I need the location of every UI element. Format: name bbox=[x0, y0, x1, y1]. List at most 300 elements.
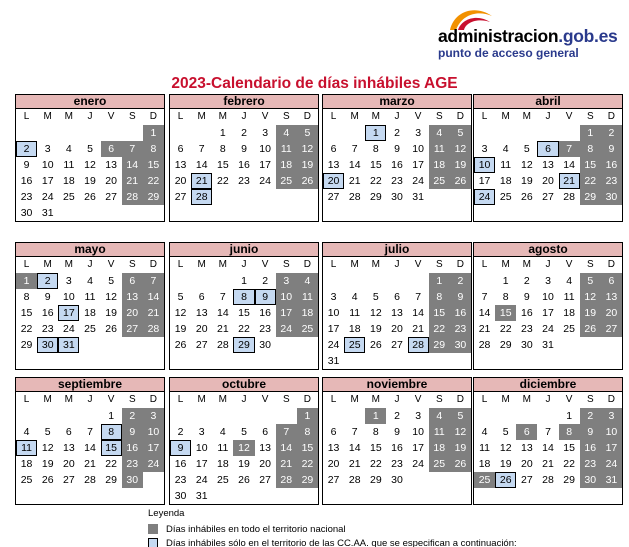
day-cell: 16 bbox=[174, 458, 187, 470]
empty-day bbox=[344, 408, 365, 424]
empty-day bbox=[474, 205, 495, 221]
week-row bbox=[323, 488, 471, 504]
day-cell: 4 bbox=[502, 143, 509, 155]
week-row bbox=[16, 289, 164, 305]
day-cell: 2 bbox=[601, 125, 622, 141]
empty-day bbox=[386, 205, 407, 221]
day-cell: 17 bbox=[195, 458, 208, 470]
days-grid bbox=[473, 125, 623, 222]
regional-swatch-icon bbox=[148, 538, 158, 547]
week-row bbox=[170, 305, 318, 321]
empty-day bbox=[344, 353, 365, 369]
day-cell: 8 bbox=[372, 426, 379, 438]
weekday-header-row bbox=[169, 392, 319, 408]
week-row bbox=[474, 289, 622, 305]
day-cell: 8 bbox=[297, 424, 318, 440]
day-cell: 13 bbox=[542, 159, 554, 171]
month-name: septiembre bbox=[15, 377, 165, 392]
empty-day bbox=[16, 125, 37, 141]
day-cell: 1 bbox=[365, 408, 386, 424]
week-row bbox=[474, 125, 622, 141]
day-cell: 14 bbox=[84, 442, 96, 454]
day-cell: 11 bbox=[276, 141, 297, 157]
weekday-header-row bbox=[15, 257, 165, 273]
day-cell: 4 bbox=[276, 125, 297, 141]
day-cell: 2 bbox=[394, 127, 400, 139]
day-cell: 19 bbox=[450, 440, 471, 456]
empty-day bbox=[408, 472, 429, 488]
weekday-header: J bbox=[87, 259, 93, 270]
weekday-header: J bbox=[241, 111, 247, 122]
weekday-header: M bbox=[218, 394, 228, 405]
day-cell: 5 bbox=[87, 143, 93, 155]
empty-day bbox=[474, 273, 495, 289]
day-cell: 4 bbox=[219, 426, 226, 438]
day-cell: 22 bbox=[429, 321, 450, 337]
day-cell: 16 bbox=[391, 159, 403, 171]
day-cell: 26 bbox=[495, 472, 516, 488]
empty-day bbox=[79, 408, 100, 424]
weekday-header: S bbox=[282, 394, 290, 405]
weekday-header: D bbox=[303, 111, 312, 122]
empty-day bbox=[37, 125, 58, 141]
day-cell: 8 bbox=[502, 291, 509, 303]
day-cell: 9 bbox=[44, 291, 51, 303]
legend-regional bbox=[148, 536, 517, 547]
week-row bbox=[16, 408, 164, 424]
day-cell: 15 bbox=[370, 442, 382, 454]
day-cell: 2 bbox=[523, 275, 530, 287]
day-cell: 10 bbox=[542, 291, 554, 303]
day-cell: 5 bbox=[502, 426, 509, 438]
day-cell: 21 bbox=[559, 173, 580, 189]
empty-day bbox=[58, 205, 79, 221]
week-row bbox=[474, 273, 622, 289]
day-cell: 5 bbox=[241, 426, 247, 438]
empty-day bbox=[101, 488, 122, 504]
day-cell: 12 bbox=[174, 307, 187, 319]
day-cell: 28 bbox=[348, 191, 361, 203]
empty-day bbox=[474, 125, 495, 141]
day-cell: 29 bbox=[370, 474, 382, 486]
day-cell: 10 bbox=[327, 307, 340, 319]
week-row bbox=[474, 472, 622, 488]
day-cell: 11 bbox=[297, 289, 318, 305]
page-title: 2023-Calendario de días inhábiles AGE bbox=[171, 75, 458, 92]
day-cell: 13 bbox=[195, 307, 208, 319]
day-cell: 20 bbox=[521, 458, 533, 470]
week-row bbox=[170, 488, 318, 504]
days-grid bbox=[169, 273, 319, 370]
day-cell: 22 bbox=[217, 175, 229, 187]
day-cell: 12 bbox=[450, 141, 471, 157]
day-cell: 20 bbox=[105, 175, 117, 187]
day-cell: 2 bbox=[262, 275, 269, 287]
day-cell: 25 bbox=[499, 191, 512, 203]
day-cell: 22 bbox=[297, 456, 318, 472]
weekday-header: S bbox=[128, 394, 136, 405]
day-cell: 24 bbox=[259, 175, 271, 187]
week-row bbox=[323, 125, 471, 141]
day-cell: 17 bbox=[327, 323, 340, 335]
week-row bbox=[474, 189, 622, 205]
week-row bbox=[16, 488, 164, 504]
legend-regional-underlined: sólo en el territorio de las CC.AA. bbox=[228, 537, 369, 547]
empty-day bbox=[323, 408, 344, 424]
week-row bbox=[474, 173, 622, 189]
day-cell: 18 bbox=[63, 175, 75, 187]
week-row bbox=[323, 189, 471, 205]
month-octubre bbox=[169, 377, 319, 505]
day-cell: 4 bbox=[566, 275, 573, 287]
day-cell: 19 bbox=[174, 323, 187, 335]
week-row bbox=[16, 157, 164, 173]
day-cell: 29 bbox=[143, 189, 164, 205]
legend-national bbox=[148, 522, 517, 536]
day-cell: 29 bbox=[370, 191, 382, 203]
empty-day bbox=[191, 353, 212, 369]
month-name: agosto bbox=[473, 242, 623, 257]
day-cell: 1 bbox=[429, 273, 450, 289]
empty-day bbox=[450, 488, 471, 504]
day-cell: 1 bbox=[16, 273, 37, 289]
day-cell: 22 bbox=[370, 175, 382, 187]
empty-day bbox=[170, 408, 191, 424]
day-cell: 15 bbox=[20, 307, 33, 319]
day-cell: 4 bbox=[87, 275, 93, 287]
day-cell: 7 bbox=[481, 291, 488, 303]
day-cell: 22 bbox=[20, 323, 33, 335]
empty-day bbox=[365, 205, 386, 221]
week-row bbox=[170, 456, 318, 472]
day-cell: 26 bbox=[41, 474, 54, 486]
day-cell: 14 bbox=[276, 440, 297, 456]
day-cell: 17 bbox=[412, 442, 424, 454]
weekday-header: M bbox=[371, 394, 381, 405]
day-cell: 10 bbox=[601, 424, 622, 440]
day-cell: 13 bbox=[327, 159, 340, 171]
week-row bbox=[16, 173, 164, 189]
day-cell: 12 bbox=[233, 440, 254, 456]
weekday-header-row bbox=[473, 392, 623, 408]
day-cell: 28 bbox=[478, 339, 491, 351]
day-cell: 31 bbox=[327, 355, 340, 367]
day-cell: 28 bbox=[191, 189, 212, 205]
weekday-header: V bbox=[261, 111, 269, 122]
week-row bbox=[474, 440, 622, 456]
empty-day bbox=[580, 488, 601, 504]
day-cell: 13 bbox=[327, 442, 340, 454]
weekday-header: V bbox=[414, 259, 422, 270]
day-cell: 8 bbox=[429, 289, 450, 305]
day-cell: 25 bbox=[276, 173, 297, 189]
day-cell: 18 bbox=[84, 307, 96, 319]
empty-day bbox=[58, 488, 79, 504]
day-cell: 13 bbox=[259, 442, 271, 454]
day-cell: 24 bbox=[195, 474, 208, 486]
day-cell: 29 bbox=[105, 474, 117, 486]
day-cell: 27 bbox=[542, 191, 554, 203]
week-row bbox=[474, 205, 622, 221]
day-cell: 30 bbox=[391, 474, 403, 486]
empty-day bbox=[323, 273, 344, 289]
days-grid bbox=[15, 273, 165, 370]
day-cell: 5 bbox=[297, 125, 318, 141]
weekday-header: L bbox=[23, 259, 30, 270]
weekday-header: L bbox=[330, 111, 337, 122]
empty-day bbox=[297, 488, 318, 504]
day-cell: 31 bbox=[542, 339, 554, 351]
weekday-header: D bbox=[607, 111, 616, 122]
empty-day bbox=[233, 189, 254, 205]
day-cell: 16 bbox=[41, 307, 54, 319]
day-cell: 16 bbox=[238, 159, 250, 171]
month-diciembre bbox=[473, 377, 623, 505]
day-cell: 29 bbox=[499, 339, 512, 351]
day-cell: 17 bbox=[412, 159, 424, 171]
empty-day bbox=[170, 353, 191, 369]
days-grid bbox=[169, 408, 319, 505]
empty-day bbox=[143, 353, 164, 369]
empty-day bbox=[255, 205, 276, 221]
days-grid bbox=[322, 273, 472, 370]
day-cell: 6 bbox=[177, 143, 184, 155]
day-cell: 9 bbox=[580, 424, 601, 440]
day-cell: 27 bbox=[174, 191, 187, 203]
day-cell: 23 bbox=[41, 323, 54, 335]
day-cell: 24 bbox=[412, 458, 424, 470]
day-cell: 6 bbox=[101, 141, 122, 157]
day-cell: 3 bbox=[415, 127, 422, 139]
day-cell: 23 bbox=[601, 173, 622, 189]
day-cell: 16 bbox=[601, 157, 622, 173]
empty-day bbox=[386, 488, 407, 504]
day-cell: 25 bbox=[474, 472, 495, 488]
day-cell: 11 bbox=[84, 291, 96, 303]
day-cell: 20 bbox=[174, 175, 187, 187]
empty-day bbox=[386, 273, 407, 289]
day-cell: 19 bbox=[450, 157, 471, 173]
day-cell: 19 bbox=[84, 175, 96, 187]
day-cell: 9 bbox=[523, 291, 530, 303]
empty-day bbox=[408, 353, 429, 369]
empty-day bbox=[212, 353, 233, 369]
day-cell: 14 bbox=[412, 307, 424, 319]
day-cell: 18 bbox=[217, 458, 229, 470]
day-cell: 23 bbox=[391, 458, 403, 470]
month-noviembre bbox=[322, 377, 472, 505]
day-cell: 27 bbox=[105, 191, 117, 203]
week-row bbox=[323, 337, 471, 353]
day-cell: 2 bbox=[241, 127, 247, 139]
day-cell: 16 bbox=[521, 307, 533, 319]
weekday-header: J bbox=[545, 111, 551, 122]
weekday-header: M bbox=[501, 259, 510, 270]
empty-day bbox=[16, 353, 37, 369]
day-cell: 14 bbox=[195, 159, 208, 171]
day-cell: 20 bbox=[391, 323, 403, 335]
day-cell: 23 bbox=[122, 456, 143, 472]
day-cell: 23 bbox=[174, 474, 187, 486]
empty-day bbox=[212, 488, 233, 504]
day-cell: 23 bbox=[20, 191, 33, 203]
day-cell: 21 bbox=[122, 173, 143, 189]
empty-day bbox=[297, 353, 318, 369]
day-cell: 3 bbox=[143, 408, 164, 424]
day-cell: 11 bbox=[217, 442, 229, 454]
month-agosto bbox=[473, 242, 623, 370]
weekday-header: M bbox=[350, 259, 359, 270]
empty-day bbox=[101, 337, 122, 353]
day-cell: 24 bbox=[276, 321, 297, 337]
day-cell: 9 bbox=[241, 143, 247, 155]
day-cell: 18 bbox=[499, 175, 512, 187]
day-cell: 25 bbox=[217, 474, 229, 486]
week-row bbox=[170, 353, 318, 369]
month-septiembre bbox=[15, 377, 165, 505]
empty-day bbox=[212, 273, 233, 289]
day-cell: 6 bbox=[537, 141, 558, 157]
day-cell: 30 bbox=[601, 189, 622, 205]
empty-day bbox=[344, 125, 365, 141]
month-mayo bbox=[15, 242, 165, 370]
weekday-header: M bbox=[350, 111, 359, 122]
day-cell: 26 bbox=[105, 323, 117, 335]
empty-day bbox=[143, 488, 164, 504]
weekday-header: D bbox=[456, 394, 465, 405]
day-cell: 4 bbox=[429, 125, 450, 141]
weekday-header: D bbox=[607, 394, 616, 405]
empty-day bbox=[276, 488, 297, 504]
weekday-header: V bbox=[414, 111, 422, 122]
week-row bbox=[16, 353, 164, 369]
empty-day bbox=[537, 353, 558, 369]
weekday-header: M bbox=[64, 259, 74, 270]
day-cell: 22 bbox=[563, 458, 575, 470]
day-cell: 9 bbox=[122, 424, 143, 440]
weekday-header: L bbox=[23, 111, 30, 122]
day-cell: 26 bbox=[521, 191, 533, 203]
day-cell: 6 bbox=[394, 291, 400, 303]
day-cell: 21 bbox=[412, 323, 424, 335]
day-cell: 19 bbox=[105, 307, 117, 319]
day-cell: 16 bbox=[580, 440, 601, 456]
day-cell: 20 bbox=[542, 175, 554, 187]
weekday-header: M bbox=[64, 111, 74, 122]
empty-day bbox=[79, 205, 100, 221]
empty-day bbox=[559, 353, 580, 369]
day-cell: 17 bbox=[601, 440, 622, 456]
day-cell: 31 bbox=[41, 207, 54, 219]
day-cell: 4 bbox=[481, 426, 488, 438]
day-cell: 18 bbox=[20, 458, 33, 470]
day-cell: 7 bbox=[219, 291, 226, 303]
day-cell: 15 bbox=[580, 157, 601, 173]
day-cell: 7 bbox=[143, 273, 164, 289]
day-cell: 6 bbox=[330, 143, 337, 155]
day-cell: 19 bbox=[580, 305, 601, 321]
empty-day bbox=[276, 353, 297, 369]
day-cell: 24 bbox=[542, 323, 554, 335]
day-cell: 14 bbox=[217, 307, 229, 319]
month-name: octubre bbox=[169, 377, 319, 392]
weekday-header: S bbox=[435, 259, 443, 270]
empty-day bbox=[79, 125, 100, 141]
day-cell: 21 bbox=[348, 458, 361, 470]
day-cell: 23 bbox=[238, 175, 250, 187]
weekday-header: M bbox=[197, 259, 206, 270]
weekday-header: D bbox=[149, 394, 158, 405]
week-row bbox=[474, 456, 622, 472]
day-cell: 7 bbox=[351, 143, 358, 155]
empty-day bbox=[559, 205, 580, 221]
empty-day bbox=[323, 205, 344, 221]
empty-day bbox=[474, 408, 495, 424]
empty-day bbox=[580, 205, 601, 221]
day-cell: 24 bbox=[327, 339, 340, 351]
day-cell: 27 bbox=[391, 339, 403, 351]
week-row bbox=[170, 173, 318, 189]
day-cell: 31 bbox=[58, 337, 79, 353]
legend bbox=[148, 508, 517, 547]
week-row bbox=[474, 157, 622, 173]
day-cell: 14 bbox=[478, 307, 491, 319]
day-cell: 16 bbox=[391, 442, 403, 454]
day-cell: 1 bbox=[219, 127, 226, 139]
empty-day bbox=[429, 472, 450, 488]
day-cell: 16 bbox=[20, 175, 33, 187]
logo-subtitle: punto de acceso general bbox=[438, 46, 579, 60]
day-cell: 29 bbox=[563, 474, 575, 486]
empty-day bbox=[58, 353, 79, 369]
day-cell: 4 bbox=[351, 291, 358, 303]
weekday-header: L bbox=[330, 259, 337, 270]
empty-day bbox=[297, 205, 318, 221]
day-cell: 28 bbox=[408, 337, 429, 353]
empty-day bbox=[37, 353, 58, 369]
weekday-header: S bbox=[586, 259, 594, 270]
month-enero bbox=[15, 94, 165, 222]
empty-day bbox=[233, 488, 254, 504]
day-cell: 23 bbox=[450, 321, 471, 337]
empty-day bbox=[537, 488, 558, 504]
week-row bbox=[170, 289, 318, 305]
day-cell: 30 bbox=[259, 339, 271, 351]
day-cell: 3 bbox=[601, 408, 622, 424]
day-cell: 11 bbox=[16, 440, 37, 456]
week-row bbox=[170, 273, 318, 289]
weekday-header: V bbox=[107, 394, 115, 405]
day-cell: 12 bbox=[105, 291, 117, 303]
empty-day bbox=[276, 205, 297, 221]
empty-day bbox=[537, 125, 558, 141]
empty-day bbox=[255, 488, 276, 504]
empty-day bbox=[233, 353, 254, 369]
day-cell: 19 bbox=[499, 458, 512, 470]
week-row bbox=[16, 440, 164, 456]
day-cell: 6 bbox=[122, 273, 143, 289]
weekday-header: S bbox=[435, 111, 443, 122]
empty-day bbox=[255, 408, 276, 424]
weekday-header: M bbox=[371, 259, 381, 270]
empty-day bbox=[495, 353, 516, 369]
weekday-header: V bbox=[565, 259, 573, 270]
day-cell: 7 bbox=[87, 426, 93, 438]
day-cell: 25 bbox=[63, 191, 75, 203]
day-cell: 28 bbox=[122, 189, 143, 205]
weekday-header: L bbox=[177, 394, 184, 405]
day-cell: 24 bbox=[601, 456, 622, 472]
